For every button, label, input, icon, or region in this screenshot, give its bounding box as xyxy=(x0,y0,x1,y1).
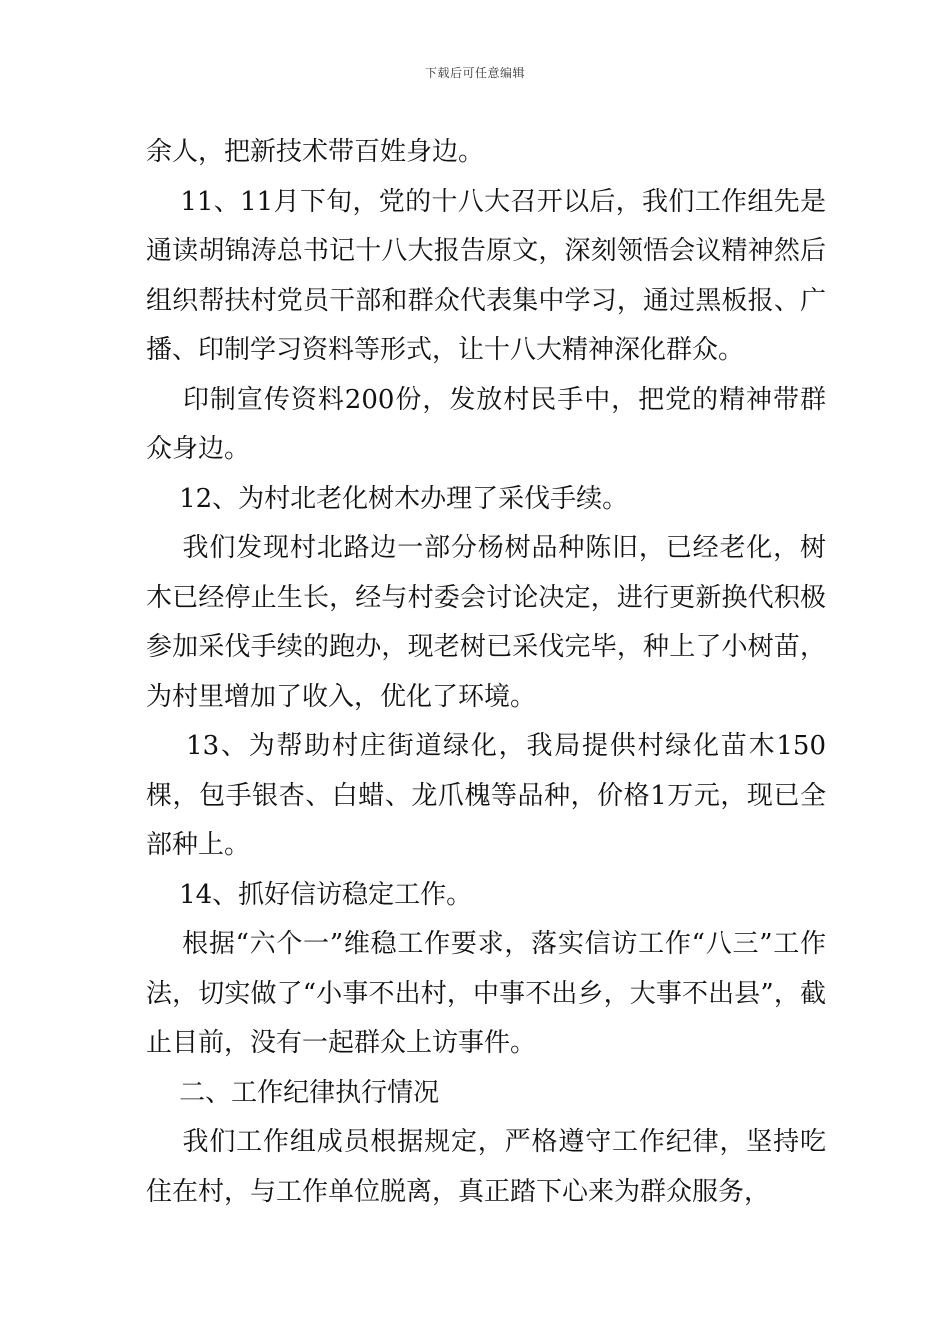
page-header: 下载后可任意编辑 xyxy=(424,66,525,80)
paragraph: 12、为村北老化树木办理了采伐手续。 xyxy=(146,483,629,514)
paragraph: 11、11月下旬，党的十八大召开以后，我们工作组先是通读胡锦涛总书记十八大报告原文，深刻领悟会议精神然后组织帮扶村党员干部和群众代表集中学习，通过黑板报、广播、印制学习资料等形式，让十八大精神深化群众。 xyxy=(146,186,826,365)
paragraph: 根据“六个一”维稳工作要求，落实信访工作“八三”工作法，切实做了“小事不出村，中事不出乡，大事不出县”，截止目前，没有一起群众上访事件。 xyxy=(146,929,826,1058)
paragraph: 我们工作组成员根据规定，严格遵守工作纪律，坚持吃住在村，与工作单位脱离，真正踏下心来为群众服务， xyxy=(146,1127,826,1207)
document-body xyxy=(146,128,826,1217)
paragraph: 余人，把新技术带百姓身边。 xyxy=(146,137,485,167)
paragraph: 13、为帮助村庄街道绿化，我局提供村绿化苗木150棵，包手银杏、白蜡、龙爪槐等品种，价格1万元，现已全部种上。 xyxy=(146,731,826,860)
paragraph: 印制宣传资料200份，发放村民手中，把党的精神带群众身边。 xyxy=(146,384,826,464)
section-heading: 二、工作纪律执行情况 xyxy=(146,1077,440,1108)
paragraph: 14、抓好信访稳定工作。 xyxy=(146,879,473,910)
paragraph: 我们发现村北路边一部分杨树品种陈旧，已经老化，树木已经停止生长，经与村委会讨论决定，进行更新换代积极参加采伐手续的跑办，现老树已采伐完毕，种上了小树苗，为村里增加了收入，优化了环境。 xyxy=(146,533,826,712)
